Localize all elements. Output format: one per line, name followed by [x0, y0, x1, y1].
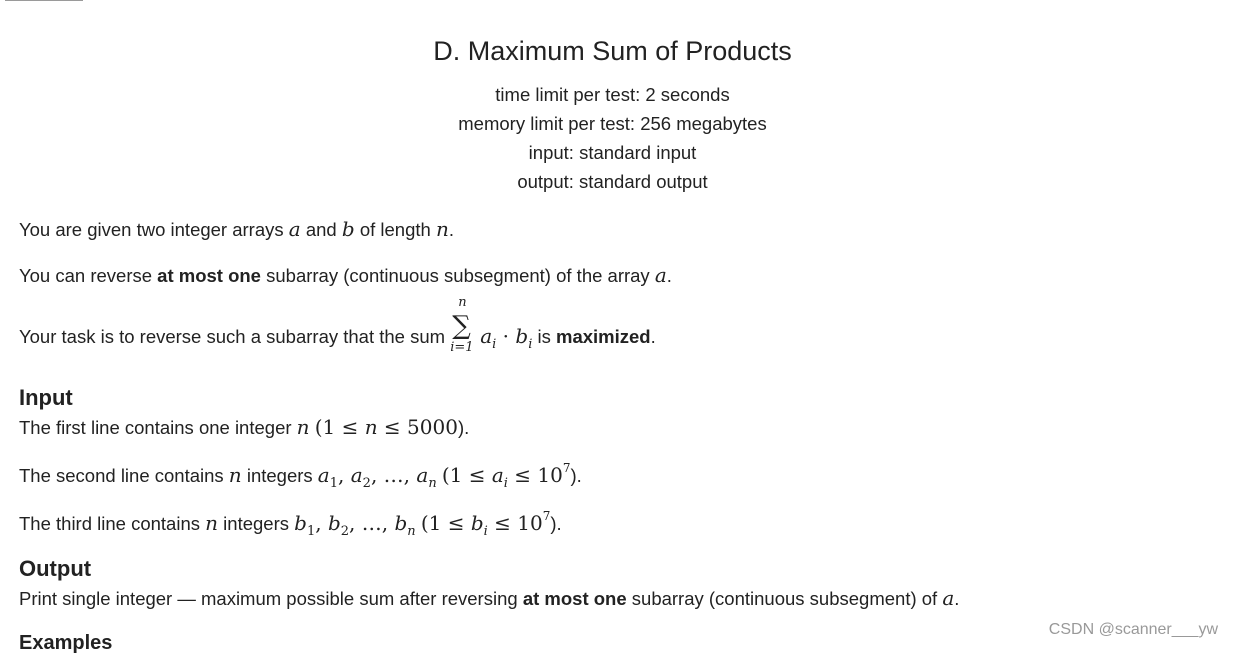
- statement-paragraph-1: You are given two integer arrays a and b of length n.: [19, 217, 454, 241]
- input-type: input: standard input: [528, 142, 697, 163]
- input-heading: Input: [19, 385, 73, 410]
- input-line-3: The third line contains n integers $b_1$, $b_2$, …, $b_n$ $(1 \le b_i \le 10^7)$.: [19, 509, 562, 539]
- sum-formula: n ∑ i=1: [450, 295, 474, 355]
- problem-title: D. Maximum Sum of Products: [433, 36, 792, 66]
- examples-heading: Examples: [19, 632, 113, 654]
- output-heading: Output: [19, 556, 92, 581]
- input-line-1: The first line contains one integer n (1 ≤ n ≤ 5000).: [19, 415, 470, 439]
- memory-limit: memory limit per test: 256 megabytes: [458, 113, 767, 134]
- statement-paragraph-2: You can reverse at most one subarray (continuous subsegment) of the array a.: [19, 263, 672, 287]
- watermark: CSDN @scanner___yw: [1048, 621, 1218, 638]
- statement-paragraph-3: Your task is to reverse such a subarray that the sum n ∑ i=1 $a_i \cdot b_i$ is maximized.: [19, 295, 656, 355]
- top-divider: [5, 0, 83, 1]
- output-text: Print single integer — maximum possible sum after reversing at most one subarray (continuous subsegment) of a.: [19, 586, 960, 610]
- input-line-2: The second line contains n integers $a_1$, $a_2$, …, $a_n$ $(1 \le a_i \le 10^7)$.: [19, 461, 582, 491]
- time-limit: time limit per test: 2 seconds: [495, 84, 730, 105]
- output-type: output: standard output: [517, 171, 708, 192]
